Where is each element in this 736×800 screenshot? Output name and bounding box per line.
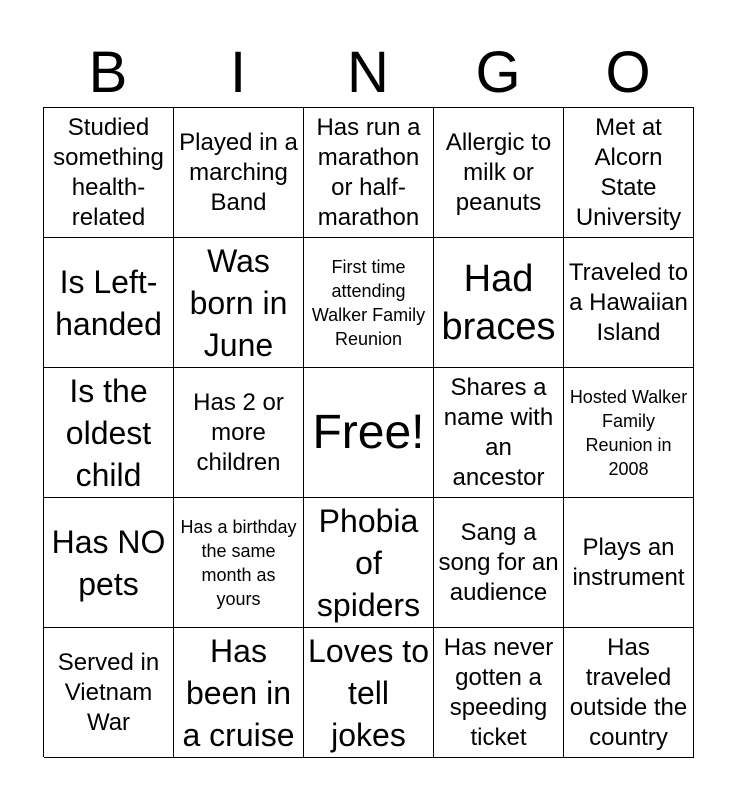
bingo-cell[interactable]: Traveled to a Hawaiian Island [564, 238, 694, 368]
header-letter-g: G [475, 40, 521, 105]
header-letter-n: N [347, 40, 389, 105]
header-letter-b: B [88, 40, 128, 105]
bingo-cell[interactable]: Has a birthday the same month as yours [174, 498, 304, 628]
bingo-cell[interactable]: Sang a song for an audience [434, 498, 564, 628]
free-space-cell[interactable]: Free! [304, 368, 434, 498]
bingo-cell[interactable]: Has 2 or more children [174, 368, 304, 498]
bingo-header [43, 40, 693, 106]
bingo-cell[interactable]: Has traveled outside the country [564, 628, 694, 758]
bingo-cell[interactable]: Phobia of spiders [304, 498, 434, 628]
bingo-cell[interactable]: Plays an instrument [564, 498, 694, 628]
bingo-cell[interactable]: Hosted Walker Family Reunion in 2008 [564, 368, 694, 498]
bingo-cell[interactable]: Had braces [434, 238, 564, 368]
bingo-cell[interactable]: First time attending Walker Family Reunion [304, 238, 434, 368]
bingo-grid [43, 107, 694, 757]
header-letter-o: O [605, 40, 651, 105]
bingo-cell[interactable]: Is the oldest child [44, 368, 174, 498]
bingo-cell[interactable]: Has NO pets [44, 498, 174, 628]
bingo-cell[interactable]: Has never gotten a speeding ticket [434, 628, 564, 758]
bingo-cell[interactable]: Is Left-handed [44, 238, 174, 368]
bingo-cell[interactable]: Allergic to milk or peanuts [434, 108, 564, 238]
bingo-cell[interactable]: Has run a marathon or half-marathon [304, 108, 434, 238]
bingo-cell[interactable]: Loves to tell jokes [304, 628, 434, 758]
bingo-cell[interactable]: Served in Vietnam War [44, 628, 174, 758]
bingo-cell[interactable]: Met at Alcorn State University [564, 108, 694, 238]
bingo-cell[interactable]: Studied something health-related [44, 108, 174, 238]
bingo-cell[interactable]: Shares a name with an ancestor [434, 368, 564, 498]
bingo-cell[interactable]: Has been in a cruise [174, 628, 304, 758]
bingo-cell[interactable]: Was born in June [174, 238, 304, 368]
bingo-cell[interactable]: Played in a marching Band [174, 108, 304, 238]
header-letter-i: I [229, 40, 247, 105]
